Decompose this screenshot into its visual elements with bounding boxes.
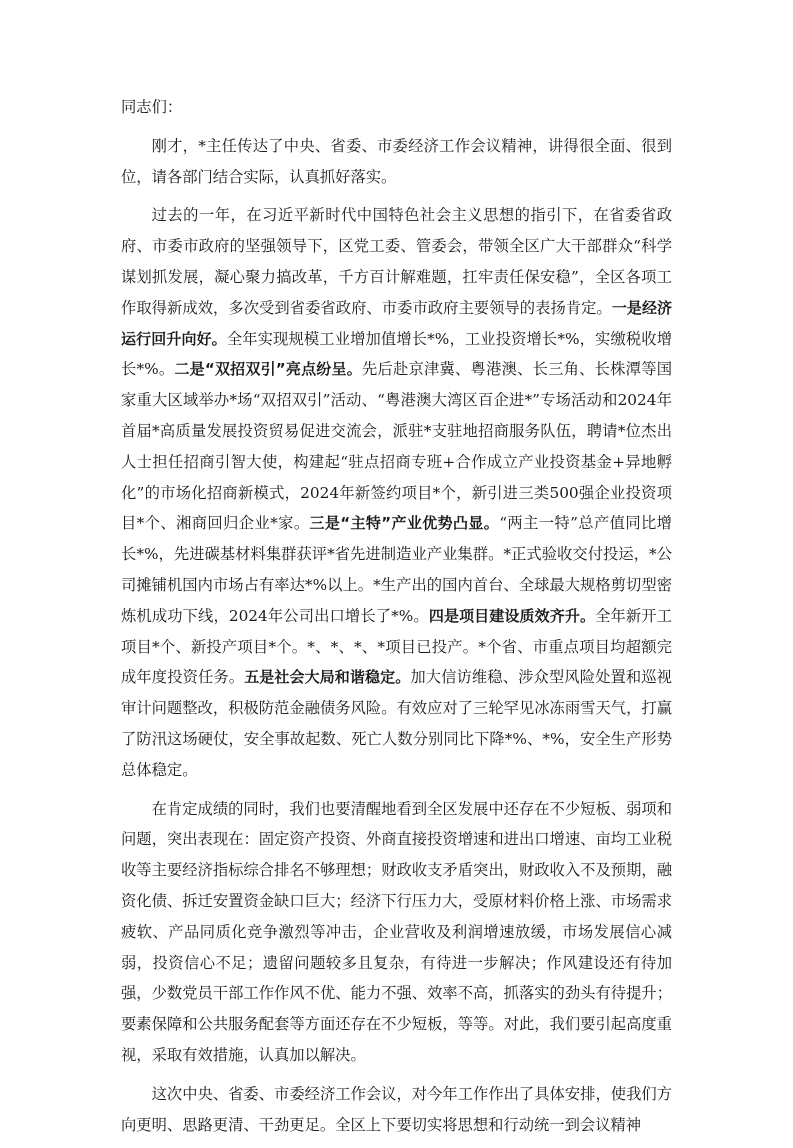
point-text-3: “两主一特”总产值同比增长*%，先进碳基材料集群获评*省先进制造业产业集群。*正式验收交付投运，*公司摊铺机国内市场占有率达*%以上。*生产出的国内首台、全球最大规格剪切型密炼机成功下线，2024年公司出口增长了*%。 xyxy=(121,514,672,625)
paragraph-problems: 在肯定成绩的同时，我们也要清醒地看到全区发展中还存在不少短板、弱项和问题，突出表现在：固定资产投资、外商直接投资增速和进出口增速、亩均工业税收等主要经济指标综合排名不够理想；财政收支矛盾突出，财政收入不及预期，融资化债、拆迁安置资金缺口巨大；经济下行压力大，受原材料价格上涨、市场需求疲软、产品同质化竞争激烈等冲击，企业营收及利润增速放缓，市场发展信心减弱，投资信心不足；遗留问题较多且复杂，有待进一步解决；作风建设还有待加强，少数党员干部工作作风不优、能力不强、效率不高，抓落实的劲头有待提升；要素保障和公共服务配套等方面还存在不少短板，等等。对此，我们要引起高度重视，采取有效措施，认真加以解决。 xyxy=(121,799,672,1064)
achievements-intro: 过去的一年，在习近平新时代中国特色社会主义思想的指引下，在省委省政府、市委市政府的坚强领导下，区党工委、管委会，带领全区广大干部群众“科学谋划抓发展，凝心聚力搞改革，千方百计解难题，扛牢责任保安稳”，全区各项工作取得新成效，多次受到省委省政府、市委市政府主要领导的表扬肯定。 xyxy=(121,206,672,317)
point-text-2: 先后赴京津冀、粤港澳、长三角、长株潭等国家重大区域举办*场“双招双引”活动、“粤港澳大湾区百企进*”专场活动和2024年首届*高质量发展投资贸易促进交流会，派驻*支驻地招商服务队伍，聘请*位杰出人士担任招商引智大使，构建起“驻点招商专班+合作成立产业投资基金+异地孵化”的市场化招商新模式，2024年新签约项目*个，新引进三类500强企业投资项目*个、湘商回归企业*家。 xyxy=(121,360,673,533)
point-text-5: 加大信访维稳、涉众型风险处置和巡视审计问题整改，积极防范金融债务风险。有效应对了三轮罕见冰冻雨雪天气，打赢了防汛这场硬仗，安全事故起数、死亡人数分别同比下降*%、*%，安全生产形势总体稳定。 xyxy=(121,668,672,779)
point-heading-4: 四是项目建设质效齐升。 xyxy=(428,606,596,625)
paragraph-conference: 这次中央、省委、市委经济工作会议，对今年工作作出了具体安排，使我们方向更明、思路更清、干劲更足。全区上下要切实将思想和行动统一到会议精神 xyxy=(121,1084,672,1134)
point-heading-5: 五是社会大局和谐稳定。 xyxy=(244,668,411,687)
paragraph-opening: 刚才，*主任传达了中央、省委、市委经济工作会议精神，讲得很全面、很到位，请各部门结合实际，认真抓好落实。 xyxy=(121,136,672,186)
point-heading-3: 三是“主特”产业优势凸显。 xyxy=(309,514,500,533)
point-heading-2: 二是“双招双引”亮点纷呈。 xyxy=(174,360,362,379)
point-text-1: 全年实现规模工业增加值增长*%，工业投资增长*%，实缴税收增长*%。 xyxy=(121,329,672,379)
paragraph-achievements xyxy=(121,200,672,785)
salutation: 同志们： xyxy=(121,98,183,116)
document-body xyxy=(121,92,672,1148)
point-text-4: 全年新开工项目*个、新投产项目*个。*、*、*、*项目已投产。*个省、市重点项目均超额完成年度投资任务。 xyxy=(121,606,672,687)
point-heading-1: 一是经济运行回升向好。 xyxy=(121,298,672,348)
